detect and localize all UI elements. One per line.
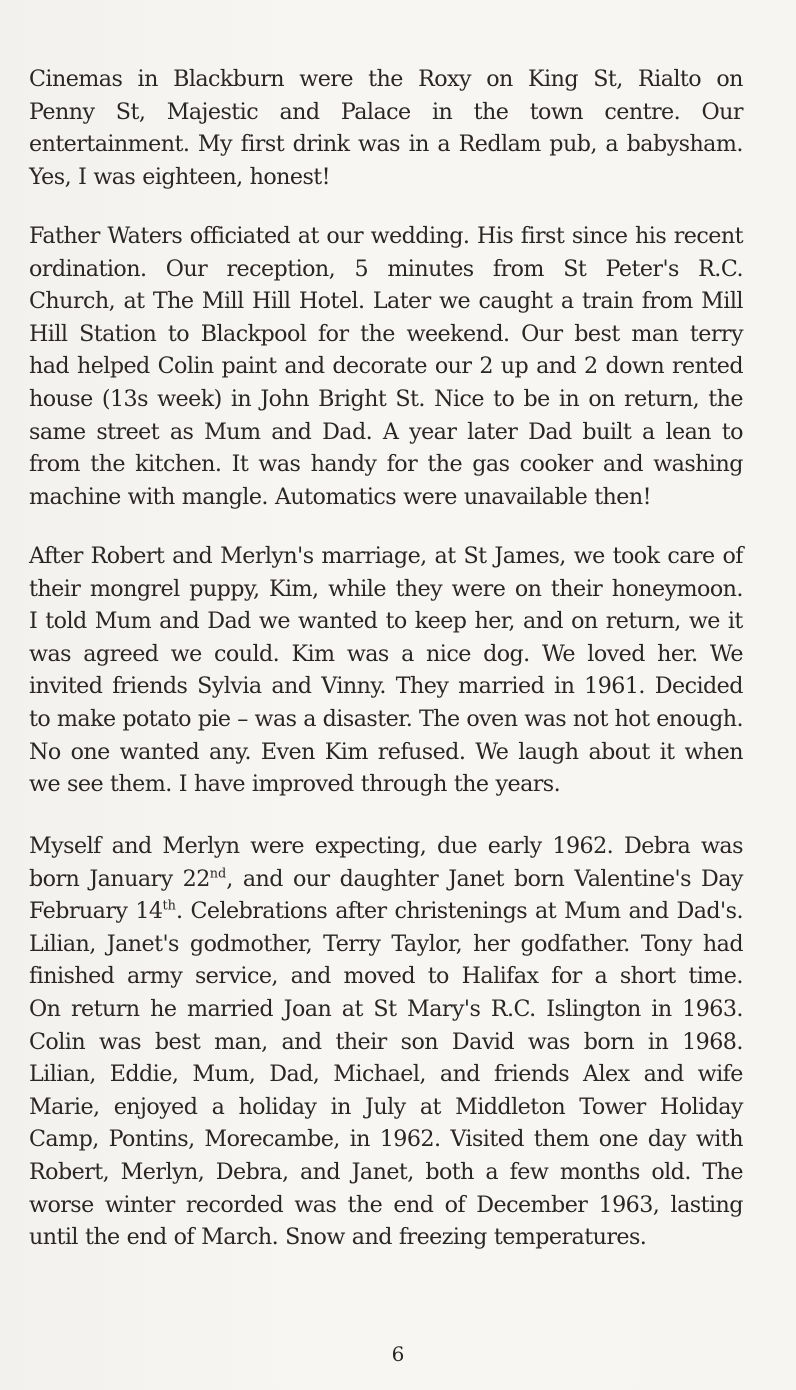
text-line: I told Mum and Dad we wanted to keep her, and on return, we it (29, 608, 743, 635)
text-line: After Robert and Merlyn's marriage, at St James, we took care of (29, 543, 743, 569)
text-line: to make potato pie – was a disaster. The oven was not hot enough. (29, 705, 743, 732)
paragraph-2 (29, 220, 743, 513)
text-line: No one wanted any. Even Kim refused. We laugh about it when (29, 738, 743, 765)
text-line: born January 22nd, and our daughter Janet born Valentine's Day (29, 865, 743, 892)
text-line: Marie, enjoyed a holiday in July at Middleton Tower Holiday (29, 1093, 743, 1120)
text-line: Church, at The Mill Hill Hotel. Later we caught a train from Mill (29, 288, 743, 315)
text-line: machine with mangle. Automatics were unavailable then! (29, 483, 651, 510)
text-line: On return he married Joan at St Mary's R.C. Islington in 1963. (29, 995, 743, 1022)
text-line: Lilian, Janet's godmother, Terry Taylor, her godfather. Tony had (29, 930, 743, 957)
text-line: Colin was best man, and their son David was born in 1968. (29, 1028, 743, 1055)
text-line: from the kitchen. It was handy for the gas cooker and washing (29, 451, 743, 478)
text-line: ordination. Our reception, 5 minutes from St Peter's R.C. (29, 255, 743, 282)
text-line: Father Waters officiated at our wedding. His first since his recent (29, 223, 743, 249)
text-line: Penny St, Majestic and Palace in the town centre. Our (29, 98, 743, 125)
text-line: Robert, Merlyn, Debra, and Janet, both a few months old. The (29, 1158, 743, 1185)
text-line: their mongrel puppy, Kim, while they were on their honeymoon. (29, 575, 743, 602)
text-line: Hill Station to Blackpool for the weekend. Our best man terry (29, 320, 743, 347)
page-number: 6 (391, 1342, 405, 1366)
text-line: finished army service, and moved to Halifax for a short time. (29, 963, 743, 990)
text-line: Camp, Pontins, Morecambe, in 1962. Visited them one day with (29, 1126, 743, 1153)
text-line: entertainment. My first drink was in a Redlam pub, a babysham. (29, 131, 743, 158)
text-line: Yes, I was eighteen, honest! (29, 163, 331, 190)
text-line: Cinemas in Blackburn were the Roxy on King St, Rialto on (29, 66, 743, 92)
text-line: invited friends Sylvia and Vinny. They married in 1961. Decided (29, 673, 743, 700)
paragraph-1 (29, 63, 743, 193)
text-line: February 14th. Celebrations after christenings at Mum and Dad's. (29, 898, 743, 925)
text-line: Lilian, Eddie, Mum, Dad, Michael, and friends Alex and wife (29, 1061, 743, 1088)
paragraph-4 (29, 830, 743, 1254)
text-line: was agreed we could. Kim was a nice dog. We loved her. We (29, 640, 743, 667)
text-line: same street as Mum and Dad. A year later Dad built a lean to (29, 418, 743, 445)
text-line: we see them. I have improved through the years. (29, 771, 561, 798)
text-line: worse winter recorded was the end of December 1963, lasting (29, 1191, 743, 1218)
text-line: house (13s week) in John Bright St. Nice to be in on return, the (29, 385, 743, 412)
text-line: Myself and Merlyn were expecting, due early 1962. Debra was (29, 833, 743, 859)
text-line: until the end of March. Snow and freezing temperatures. (29, 1224, 647, 1251)
text-line: had helped Colin paint and decorate our 2 up and 2 down rented (29, 353, 743, 380)
paragraph-3 (29, 540, 743, 801)
